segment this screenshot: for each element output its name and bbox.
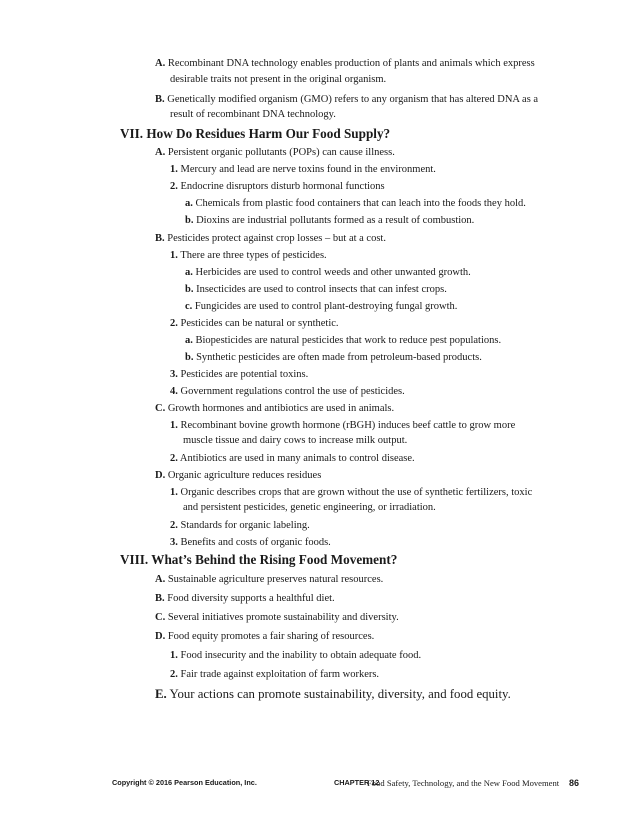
footer-chapter-label: CHAPTER 12 [334,778,380,787]
outline-item [185,351,482,364]
item-marker: B. [155,233,165,244]
outline-item [170,180,385,193]
item-marker: b. [185,284,194,295]
item-text: Standards for organic labeling. [180,520,310,531]
outline-item [155,57,535,70]
outline-item [155,93,538,106]
item-marker: 2. [170,318,178,329]
item-marker: a. [185,267,193,278]
item-text: Pesticides can be natural or synthetic. [180,318,339,329]
item-marker: C. [155,612,166,623]
item-marker: B. [155,593,165,604]
outline-item [155,611,399,624]
outline-item [170,163,436,176]
item-marker: 3. [170,369,178,380]
item-marker: 2. [170,453,178,464]
item-text: Fair trade against exploitation of farm workers. [180,669,380,680]
outline-item [185,283,447,296]
outline-item [155,402,394,415]
item-text: Insecticides are used to control insects that can infest crops. [196,284,447,295]
item-text: Synthetic pesticides are often made from petroleum-based products. [196,352,482,363]
outline-item [155,146,395,159]
item-text: Food equity promotes a fair sharing of resources. [167,631,375,642]
item-text: Growth hormones and antibiotics are used in animals. [167,403,395,414]
footer-copyright: Copyright © 2016 Pearson Education, Inc. [112,778,257,787]
outline-item [185,300,457,313]
item-text: Genetically modified organism (GMO) refers to any organism that has altered DNA as a [167,94,539,105]
outline-item [170,368,308,381]
item-marker: 1. [170,420,178,431]
item-text: Sustainable agriculture preserves natural resources. [167,574,384,585]
item-marker: a. [185,335,193,346]
section-heading: VII. How Do Residues Harm Our Food Supply? [120,126,391,141]
item-marker: C. [155,403,166,414]
item-text: Pesticides protect against crop losses – but at a cost. [167,233,386,244]
item-text: Herbicides are used to control weeds and other unwanted growth. [195,267,471,278]
item-marker: 1. [170,487,178,498]
item-marker: D. [155,470,166,481]
outline-item [185,214,474,227]
outline-item [170,452,415,465]
item-text: Recombinant DNA technology enables production of plants and animals which express [167,58,535,69]
item-marker: c. [185,301,193,312]
outline-item [170,317,339,330]
item-marker: 3. [170,537,178,548]
item-text: Fungicides are used to control plant-destroying fungal growth. [194,301,458,312]
page-footer [0,777,638,791]
item-text: Your actions can promote sustainability, diversity, and food equity. [169,687,511,701]
outline-item [155,630,374,643]
item-marker: b. [185,352,194,363]
outline-item [170,536,331,549]
item-text: and persistent pesticides, genetic engineering, or irradiation. [183,502,436,513]
item-text: Benefits and costs of organic foods. [180,537,331,548]
item-marker: b. [185,215,194,226]
item-text: Dioxins are industrial pollutants formed as a result of combustion. [196,215,475,226]
item-marker: a. [185,198,193,209]
item-text: Food insecurity and the inability to obtain adequate food. [180,650,422,661]
item-text: Government regulations control the use of pesticides. [180,386,405,397]
outline-item [155,573,383,586]
item-marker: 1. [170,650,178,661]
item-text: Mercury and lead are nerve toxins found in the environment. [180,164,436,175]
outline-item [185,334,501,347]
item-text: result of recombinant DNA technology. [170,109,336,120]
item-marker: 1. [170,164,178,175]
item-text: Recombinant bovine growth hormone (rBGH) induces beef cattle to grow more [180,420,516,431]
item-text: There are three types of pesticides. [180,250,327,261]
outline-item-continuation [183,434,407,447]
outline-item [170,519,310,532]
item-text: Endocrine disruptors disturb hormonal functions [180,181,385,192]
item-marker: D. [155,631,166,642]
outline-item [170,385,405,398]
item-text: Chemicals from plastic food containers that can leach into the foods they hold. [195,198,526,209]
item-text: Organic describes crops that are grown without the use of synthetic fertilizers, toxic [180,487,533,498]
page-number: 86 [569,778,580,788]
item-marker: 2. [170,669,178,680]
item-text: Food diversity supports a healthful diet. [167,593,335,604]
item-text: Biopesticides are natural pesticides that work to reduce pest populations. [195,335,502,346]
item-marker: 2. [170,181,178,192]
item-text: Pesticides are potential toxins. [180,369,309,380]
item-marker: A. [155,147,166,158]
item-text: muscle tissue and dairy cows to increase milk output. [183,435,408,446]
outline-item [185,266,471,279]
item-marker: 2. [170,520,178,531]
outline-item [170,649,421,662]
outline-item [155,686,511,702]
outline-item [155,469,321,482]
item-marker: A. [155,58,166,69]
item-marker: 4. [170,386,178,397]
outline-item [170,486,532,499]
item-marker: 1. [170,250,178,261]
outline-item [170,249,327,262]
item-text: Organic agriculture reduces residues [167,470,322,481]
outline-item-continuation [170,108,336,121]
outline-item [185,197,526,210]
outline-item [155,232,386,245]
outline-item [170,668,379,681]
item-text: desirable traits not present in the original organism. [170,74,387,85]
outline-item-continuation [183,501,436,514]
item-marker: A. [155,574,166,585]
footer-chapter-title: Food Safety, Technology, and the New Food Movement [367,778,560,788]
item-marker: B. [155,94,165,105]
outline-item-continuation [170,73,386,86]
item-text: Antibiotics are used in many animals to control disease. [179,453,415,464]
outline-item [155,592,335,605]
item-text: Persistent organic pollutants (POPs) can cause illness. [167,147,395,158]
outline-item [170,419,515,432]
item-text: Several initiatives promote sustainability and diversity. [167,612,399,623]
section-heading: VIII. What’s Behind the Rising Food Movement? [120,552,398,567]
item-marker: E. [155,687,167,701]
